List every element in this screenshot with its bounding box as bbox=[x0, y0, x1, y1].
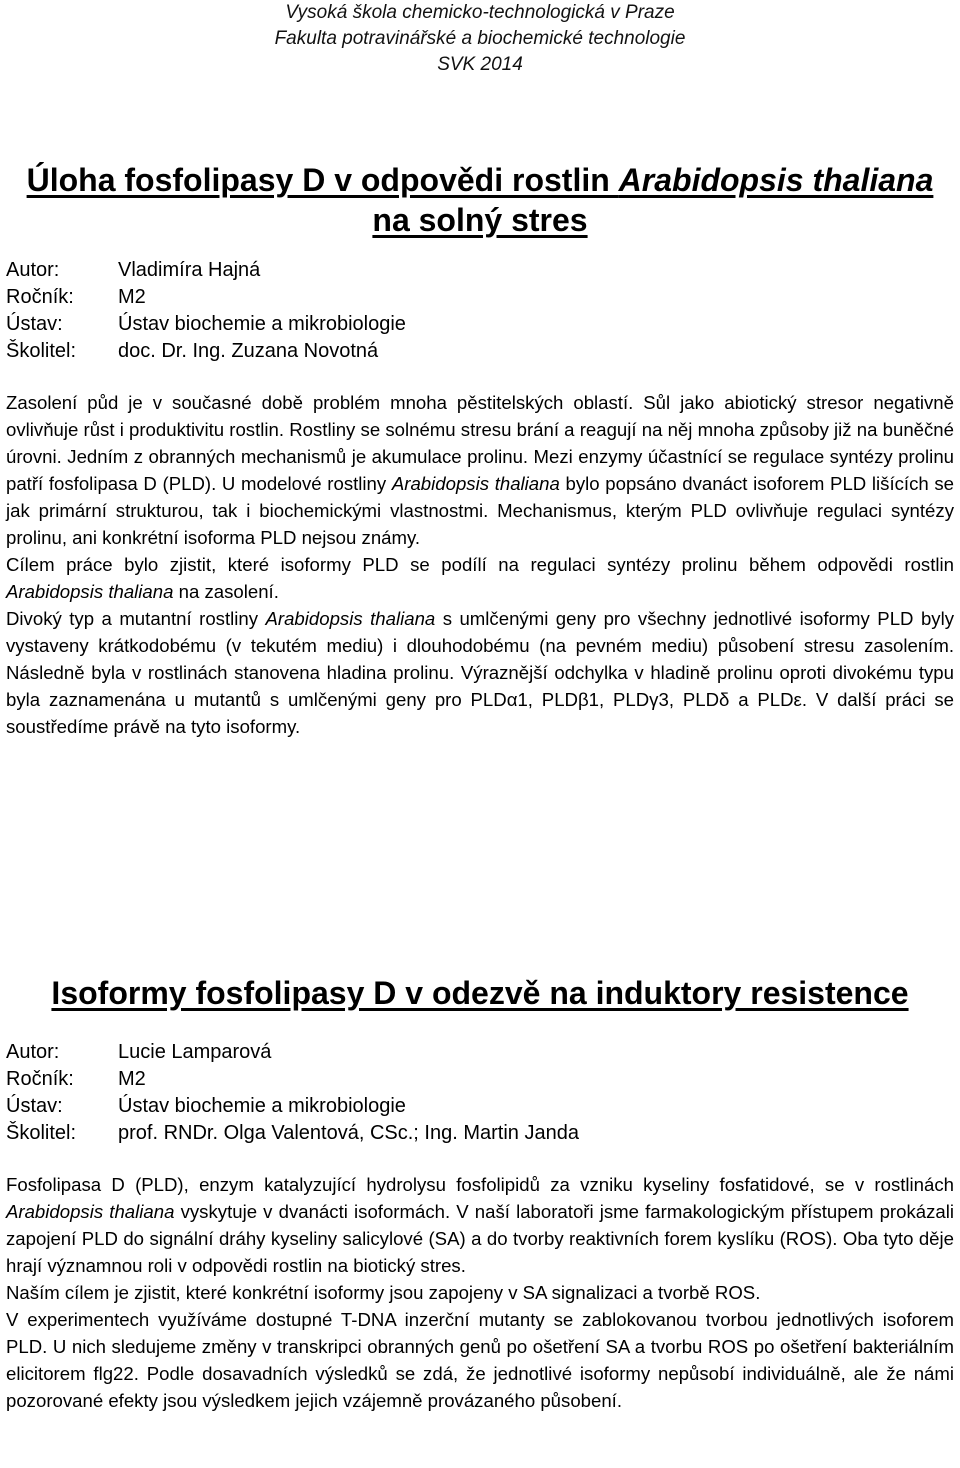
text-run: na zasolení. bbox=[173, 581, 279, 602]
meta-key: Autor: bbox=[6, 259, 60, 281]
species-name: Arabidopsis thaliana bbox=[265, 608, 436, 629]
text-run: s umlčenými geny pro všechny jednotlivé isoformy PLD byly vystaveny krátkodobému (v tekutém mediu) i dlouhodobému (na pevném mediu) působení stresu zasolením. Následně byla v rostlinách stanovena hladina prolinu. Výraznější odchylka v hladině prolinu oproti divokému typu byla zaznamenána u mutantů s umlčenými geny pro PLDα1, PLDβ1, PLDγ3, PLDδ a PLDε. V další práci se soustředíme právě na tyto isoformy. bbox=[6, 608, 955, 737]
article1-title bbox=[0, 160, 960, 240]
meta-value: M2 bbox=[118, 1068, 146, 1090]
text-run: Cílem práce bylo zjistit, které isoformy PLD se podílí na regulaci syntézy prolinu během odpovědi rostlin bbox=[6, 554, 954, 575]
meta-value: Ústav biochemie a mikrobiologie bbox=[118, 1095, 406, 1117]
meta-row-year bbox=[6, 284, 406, 311]
article2-body bbox=[6, 1171, 954, 1414]
meta-value: doc. Dr. Ing. Zuzana Novotná bbox=[118, 340, 379, 362]
text-run: Fosfolipasa D (PLD), enzym katalyzující hydrolysu fosfolipidů za vzniku kyseliny fosfatidové, se v rostlinách bbox=[6, 1174, 954, 1195]
meta-value: M2 bbox=[118, 286, 146, 308]
article2-paragraph-1 bbox=[6, 1171, 954, 1279]
faculty-name: Fakulta potravinářské a biochemické technologie bbox=[274, 28, 686, 49]
article1-title-part-b: na solný stres bbox=[372, 202, 588, 238]
article2-paragraph-2: Naším cílem je zjistit, které konkrétní isoformy jsou zapojeny v SA signalizaci a tvorbě ROS. bbox=[6, 1282, 761, 1303]
meta-key: Ročník: bbox=[6, 1068, 74, 1090]
meta-row-institute bbox=[6, 311, 406, 338]
species-name: Arabidopsis thaliana bbox=[391, 473, 560, 494]
article1-paragraph-3 bbox=[6, 605, 954, 740]
meta-key: Školitel: bbox=[6, 340, 77, 362]
meta-key: Ústav: bbox=[6, 1095, 63, 1117]
article1-body bbox=[6, 389, 954, 740]
meta-key: Ročník: bbox=[6, 286, 74, 308]
meta-row-supervisor bbox=[6, 338, 406, 365]
article2-paragraph-3: V experimentech využíváme dostupné T-DNA inzerční mutanty se zablokovanou tvorbou jednotlivých isoforem PLD. U nich sledujeme změny v transkripci obranných genů po ošetření SA a tvorbu ROS po ošetření bakteriálním elicitorem flg22. Podle dosavadních výsledků se zdá, že jednotlivé isoformy nepůsobí individuálně, ale že námi pozorované efekty jsou výsledkem jejich vzájemně provázaného působení. bbox=[6, 1309, 954, 1411]
text-run: vyskytuje v dvanácti isoformách. V naší laboratoři jsme farmakologickým přístupem prokázali zapojení PLD do signální dráhy kyseliny salicylové (SA) a do tvorby reaktivních forem kyslíku (ROS). Oba tyto děje hrají významnou roli v odpovědi rostlin na biotický stres. bbox=[6, 1201, 955, 1276]
article2-title: Isoformy fosfolipasy D v odezvě na induktory resistence bbox=[51, 975, 909, 1011]
meta-value: Lucie Lamparová bbox=[118, 1041, 272, 1063]
meta-row-supervisor bbox=[6, 1120, 579, 1147]
meta-row-institute bbox=[6, 1093, 579, 1120]
document-header bbox=[0, 0, 960, 78]
article1-meta bbox=[6, 257, 406, 365]
text-run: Zasolení půd je v současné době problém mnoha pěstitelských oblastí. Sůl jako abiotický stresor negativně ovlivňuje růst i produktivitu rostlin. Rostliny se solnému stresu brání a reagují na něj mnoha způsoby již na buněčné úrovni. Jedním z obranných mechanismů je akumulace prolinu. Mezi enzymy účastnící se regulace syntézy prolinu patří fosfolipasa D (PLD). U modelové rostliny bbox=[6, 392, 954, 494]
article1-paragraph-1 bbox=[6, 389, 954, 551]
conference-name: SVK 2014 bbox=[437, 54, 523, 75]
species-name: Arabidopsis thaliana bbox=[6, 1201, 175, 1222]
meta-key: Školitel: bbox=[6, 1122, 77, 1144]
species-name: Arabidopsis thaliana bbox=[6, 581, 174, 602]
meta-row-year bbox=[6, 1066, 579, 1093]
article2-meta bbox=[6, 1039, 579, 1147]
article1-title-species: Arabidopsis thaliana bbox=[618, 162, 934, 198]
article1-title-part-a: Úloha fosfolipasy D v odpovědi rostlin bbox=[26, 162, 619, 198]
school-name: Vysoká škola chemicko-technologická v Praze bbox=[285, 2, 675, 23]
meta-key: Ústav: bbox=[6, 313, 63, 335]
meta-value: prof. RNDr. Olga Valentová, CSc.; Ing. Martin Janda bbox=[118, 1122, 579, 1144]
meta-value: Vladimíra Hajná bbox=[118, 259, 261, 281]
text-run: Divoký typ a mutantní rostliny bbox=[6, 608, 266, 629]
text-run: bylo popsáno dvanáct isoforem PLD lišících se jak primární strukturou, tak i biochemickými vlastnostmi. Mechanismus, kterým PLD ovlivňuje regulaci syntézy prolinu, ani konkrétní isoforma PLD nejsou známy. bbox=[6, 473, 955, 548]
meta-row-author bbox=[6, 257, 406, 284]
meta-row-author bbox=[6, 1039, 579, 1066]
article1-paragraph-2 bbox=[6, 551, 954, 605]
meta-value: Ústav biochemie a mikrobiologie bbox=[118, 313, 406, 335]
meta-key: Autor: bbox=[6, 1041, 60, 1063]
